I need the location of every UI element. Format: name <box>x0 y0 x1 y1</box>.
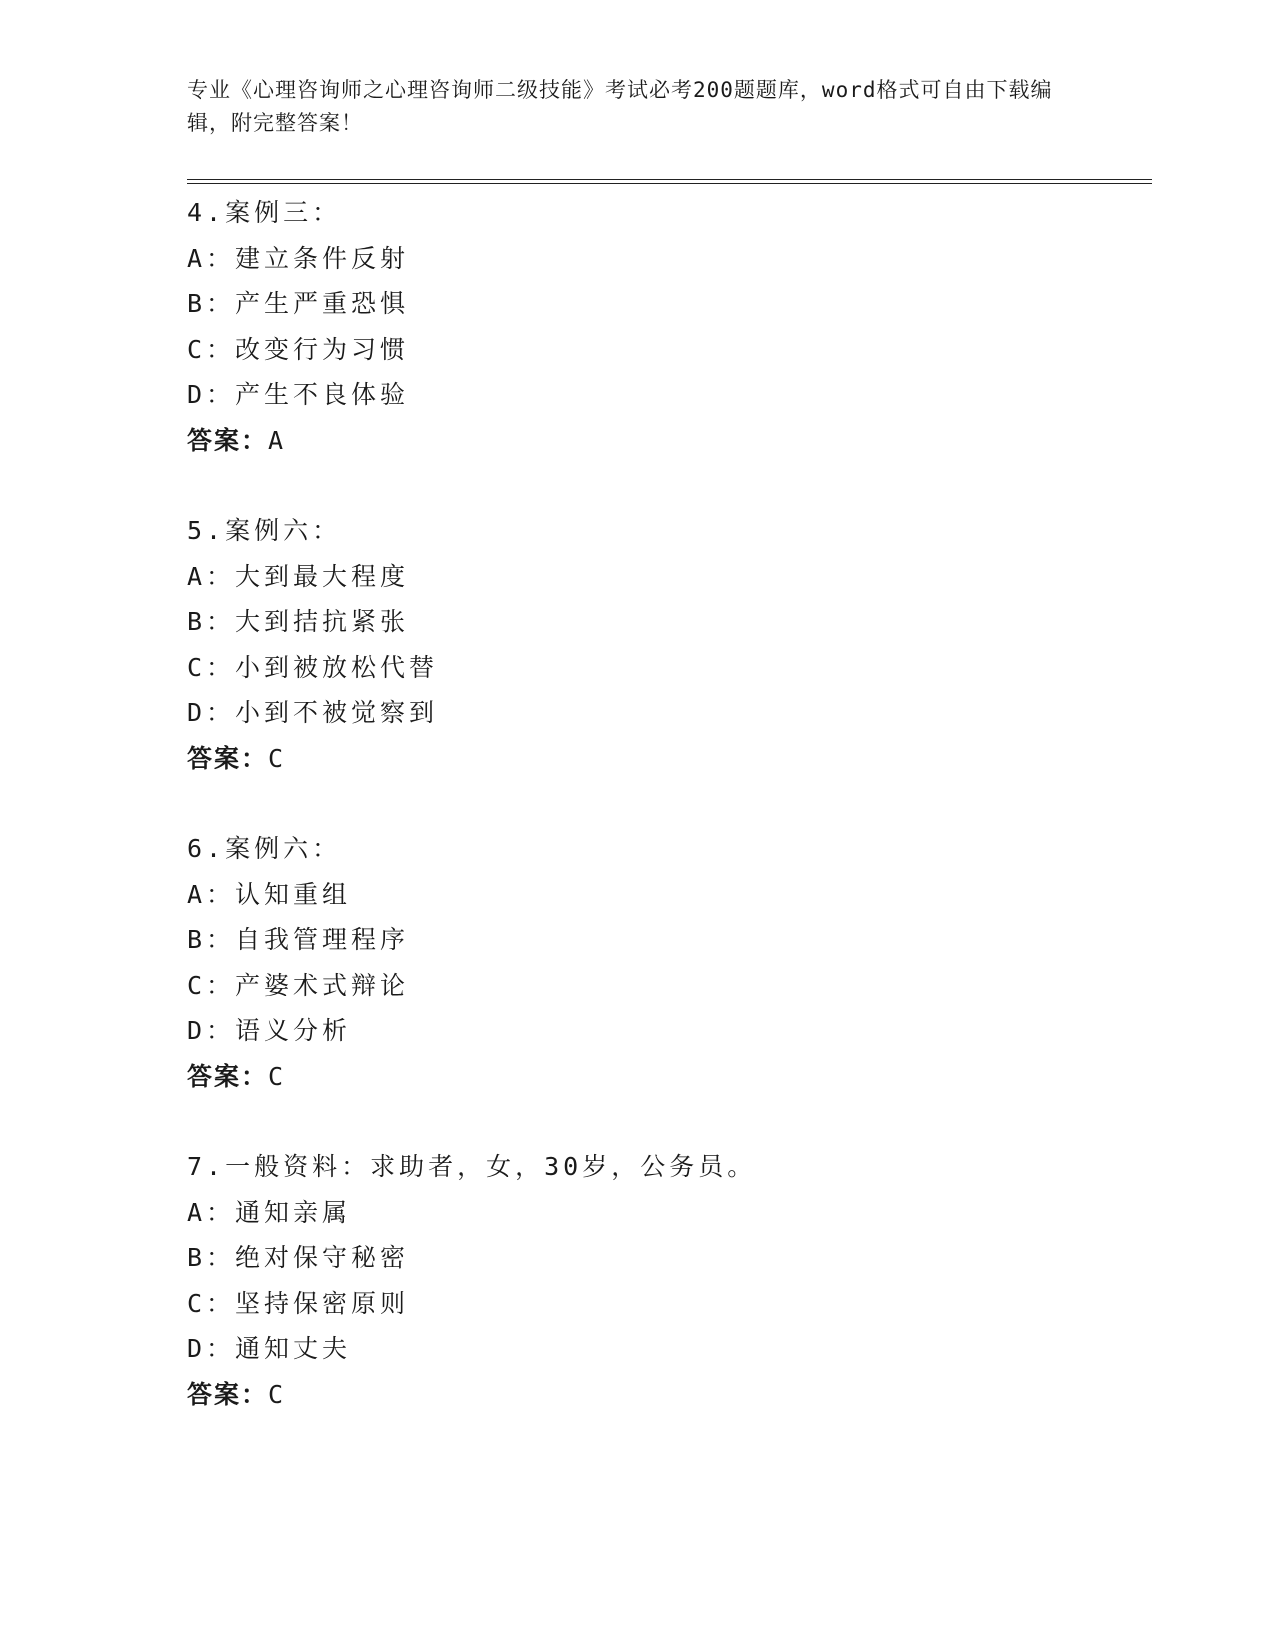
answer-value: C <box>268 1061 284 1091</box>
answer-label: 答案： <box>187 743 269 773</box>
answer-line <box>187 736 1147 782</box>
question-7 <box>187 1144 1147 1417</box>
option-d: D：语义分析 <box>187 1016 352 1045</box>
option-c: C：小到被放松代替 <box>187 652 439 682</box>
header-divider-bottom <box>187 183 1152 184</box>
answer-value: A <box>268 425 284 455</box>
answer-label: 答案： <box>187 1061 269 1091</box>
option-a: A：认知重组 <box>187 879 352 909</box>
question-title: 4.案例三： <box>187 198 342 227</box>
option-b: B：大到拮抗紧张 <box>187 607 410 636</box>
question-4 <box>187 190 1147 463</box>
option-b: B：绝对保守秘密 <box>187 1243 410 1272</box>
answer-line <box>187 1054 1147 1100</box>
answer-line <box>187 418 1147 464</box>
option-c: C：改变行为习惯 <box>187 334 410 364</box>
option-b: B：自我管理程序 <box>187 925 410 954</box>
question-list <box>187 190 1147 1462</box>
question-6 <box>187 826 1147 1099</box>
question-5 <box>187 508 1147 781</box>
answer-label: 答案： <box>187 1379 269 1409</box>
answer-line <box>187 1372 1147 1418</box>
header-divider-top <box>187 179 1152 180</box>
option-c: C：产婆术式辩论 <box>187 970 410 1000</box>
option-d: D：产生不良体验 <box>187 380 410 409</box>
option-c: C：坚持保密原则 <box>187 1288 410 1318</box>
answer-label: 答案： <box>187 425 269 455</box>
question-title: 5.案例六： <box>187 516 342 545</box>
document-header: 专业《心理咨询师之心理咨询师二级技能》考试必考200题题库，word格式可自由下载编辑，附完整答案！ <box>187 78 1053 135</box>
option-d: D：小到不被觉察到 <box>187 698 439 727</box>
question-title: 6.案例六： <box>187 834 342 863</box>
question-title: 7.一般资料：求助者，女，30岁，公务员。 <box>187 1152 757 1181</box>
answer-value: C <box>268 1379 284 1409</box>
answer-value: C <box>268 743 284 773</box>
option-a: A：建立条件反射 <box>187 243 410 273</box>
option-a: A：大到最大程度 <box>187 561 410 591</box>
option-a: A：通知亲属 <box>187 1197 352 1227</box>
option-d: D：通知丈夫 <box>187 1334 352 1363</box>
option-b: B：产生严重恐惧 <box>187 289 410 318</box>
